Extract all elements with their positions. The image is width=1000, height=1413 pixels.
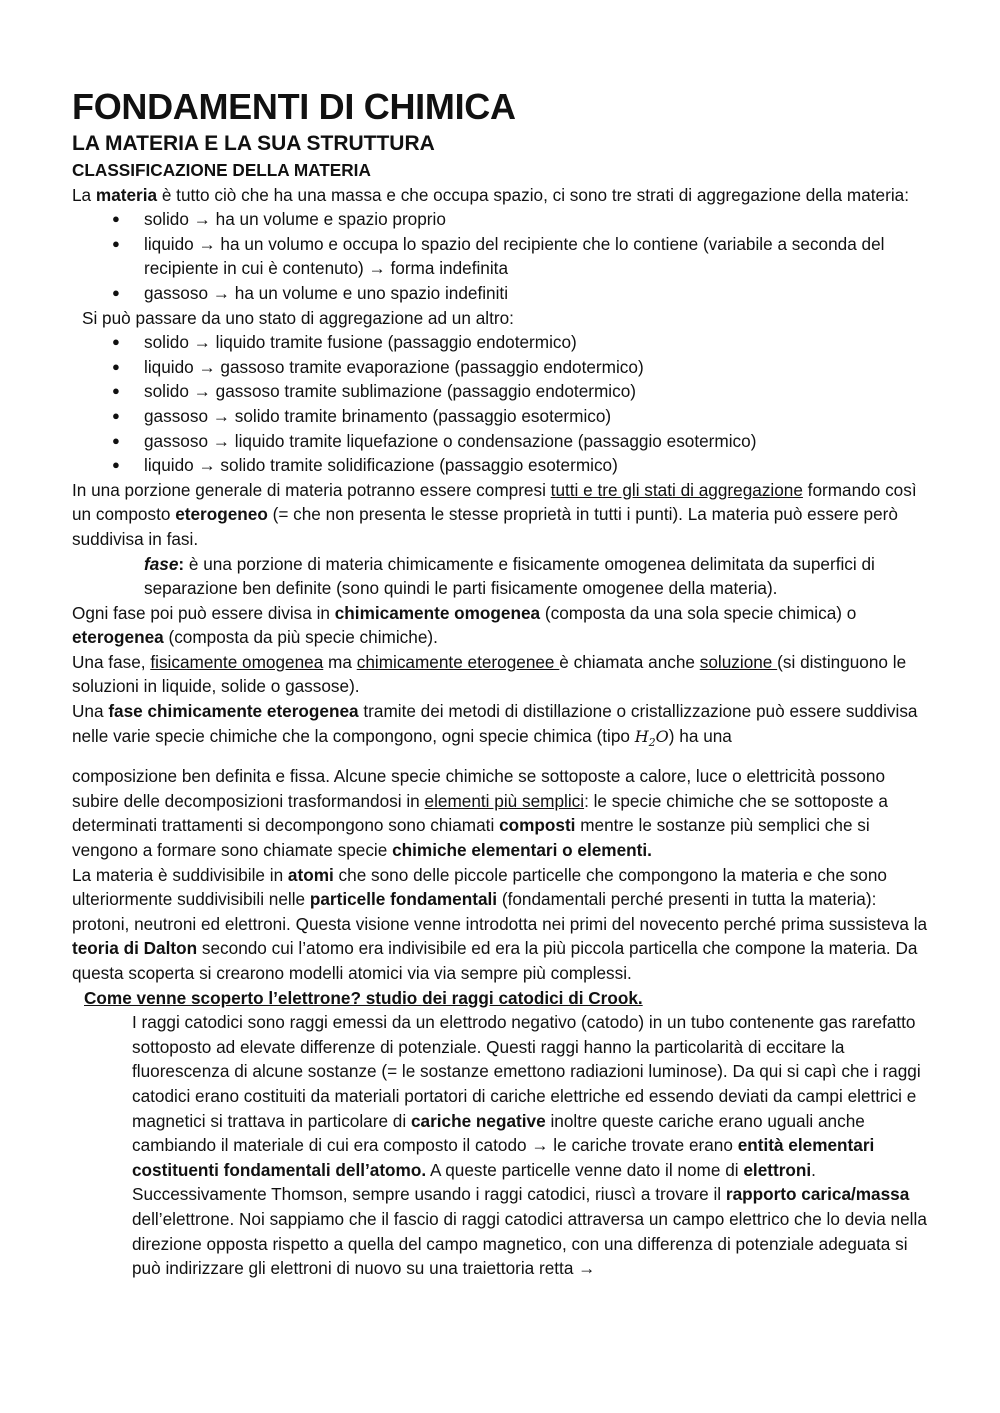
transitions-list — [72, 330, 932, 478]
term-eterogeneo: eterogeneo — [175, 504, 268, 525]
chapter-heading: LA MATERIA E LA SUA STRUTTURA — [72, 132, 435, 155]
paragraph-soluzione: Una fase, fisicamente omogenea ma chimicamente eterogenee è chiamata anche soluzione (si distinguono le soluzioni in liquide, solide o gassose). — [72, 651, 907, 697]
term-materia: materia — [95, 184, 158, 205]
list-item: ● gassoso → solido tramite brinamento (passaggio esotermico) — [72, 404, 932, 429]
list-item: ● gassoso → liquido tramite liquefazione o condensazione (passaggio esotermico) — [72, 429, 932, 454]
list-item: ● solido → ha un volume e spazio proprio — [72, 207, 932, 232]
paragraph-atomi: La materia è suddivisibile in atomi che sono delle piccole particelle che compongono la materia e che sono ulteriormente suddivisibili nelle particelle fondamentali (fondamentali perché presenti in tutta la materia): protoni, neutroni ed elettroni. Questa visione venne introdotta nei primi del novecento perché prima sussisteva la teoria di Dalton secondo cui l’atomo era indivisibile ed era la più piccola particella che compone la materia. Da questa scoperta si crearono modelli atomici via via sempre più complessi. — [72, 864, 928, 983]
paragraph-raggi-catodici: I raggi catodici sono raggi emessi da un elettrodo negativo (catodo) in un tubo contenente gas rarefatto sottoposto ad elevate differenze di potenziale. Questi raggi hanno la particolarità di eccitare la fluorescenza di alcune sostanze (= le sostanze emettono radiazioni luminose). Da qui si capì che i raggi catodici erano costituiti da materiali portatori di cariche elettriche ed essendo deviati da campi elettrici e magnetici si trattava in particolare di cariche negative inoltre queste cariche erano uguali anche cambiando il materiale di cui era composto il catodo → le cariche trovate erano entità elementari costituenti fondamentali dell’atomo. A queste particelle venne dato il nome di elettroni. — [132, 1012, 921, 1180]
paragraph-specie-chimiche: Una fase chimicamente eterogenea tramite dei metodi di distillazione o cristallizzazione può essere suddivisa nelle varie specie chimiche che la compongono, ogni specie chimica (tipo $H_2O$) ha una — [72, 701, 918, 749]
paragraph-materia: La materia è tutto ciò che ha una massa e che occupa spazio, ci sono tre strati di aggregazione della materia: — [72, 184, 909, 205]
list-item: ● solido → liquido tramite fusione (passaggio endotermico) — [72, 330, 932, 355]
list-item: ● gassoso → ha un volume e uno spazio indefiniti — [72, 281, 932, 306]
list-item: ● liquido → gassoso tramite evaporazione (passaggio endotermico) — [72, 355, 932, 380]
definition-fase: fase: è una porzione di materia chimicamente e fisicamente omogenea delimitata da superfici di separazione ben definite (sono quindi le parti fisicamente omogenee della materia). — [144, 553, 875, 599]
paragraph-eterogeneo: In una porzione generale di materia potranno essere compresi tutti e tre gli stati di aggregazione formando così un composto eterogeneo (= che non presenta le stesse proprietà in tutti i punti). La materia può essere però suddivisa in fasi. — [72, 479, 917, 549]
document-body — [72, 84, 932, 1281]
document-title: FONDAMENTI DI CHIMICA — [72, 86, 516, 127]
paragraph-thomson: Successivamente Thomson, sempre usando i raggi catodici, riuscì a trovare il rapporto carica/massa dell’elettrone. Noi sappiamo che il fascio di raggi catodici attraversa un campo elettrico che lo devia nella direzione opposta rispetto a quella del campo magnetico, con una differenza di potenziale adeguata si può indirizzare gli elettroni di nuovo su una traiettoria retta → — [132, 1184, 927, 1279]
states-list — [72, 207, 932, 305]
term-fase: fase: — [144, 553, 185, 574]
list-item: ● solido → gassoso tramite sublimazione (passaggio endotermico) — [72, 379, 932, 404]
paragraph-transitions-intro: Si può passare da uno stato di aggregazione ad un altro: — [82, 307, 514, 328]
section-heading: CLASSIFICAZIONE DELLA MATERIA — [72, 160, 371, 180]
paragraph-composti: composizione ben definita e fissa. Alcune specie chimiche se sottoposte a calore, luce o elettricità possono subire delle decomposizioni trasformandosi in elementi più semplici: le specie chimiche che se sottoposte a determinati trattamenti si decompongono sono chiamati composti mentre le sostanze più semplici che si vengono a formare sono chiamate specie chimiche elementari o elementi. — [72, 766, 888, 861]
section-heading-elettrone: Come venne scoperto l’elettrone? studio dei raggi catodici di Crook. — [84, 987, 643, 1008]
paragraph-fase-divisa: Ogni fase poi può essere divisa in chimicamente omogenea (composta da una sola specie chimica) o eterogenea (composta da più specie chimiche). — [72, 602, 857, 648]
list-item: ● liquido → solido tramite solidificazione (passaggio esotermico) — [72, 453, 932, 478]
formula-h2o: $H_2O$ — [634, 726, 669, 749]
list-item: ● liquido → ha un volumo e occupa lo spazio del recipiente che lo contiene (variabile a seconda del recipiente in cui è contenuto) → forma indefinita — [72, 232, 932, 281]
